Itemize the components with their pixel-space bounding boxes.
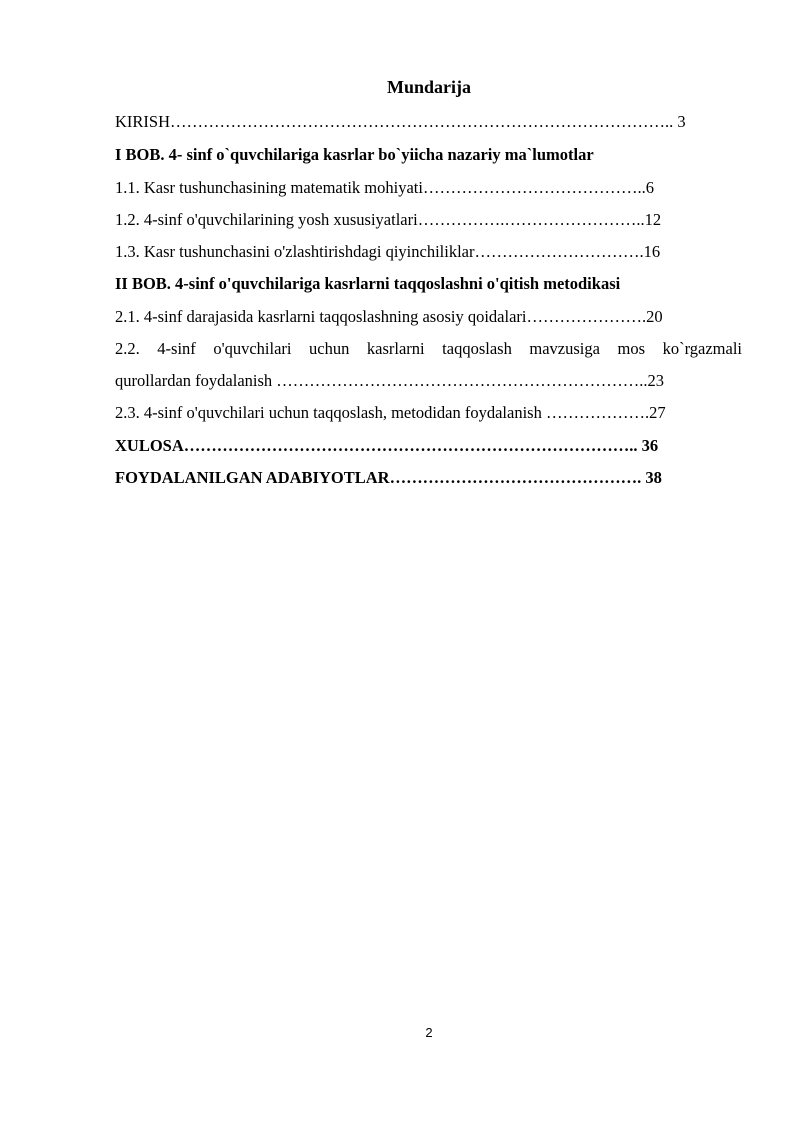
- toc-chapter-2: II BOB. 4-sinf o'quvchilariga kasrlarni taqqoslashni o'qitish metodikasi: [115, 274, 621, 293]
- page-number: 2: [425, 1025, 433, 1040]
- toc-entry-2-2-line-2: qurollardan foydalanish …………………………………………………………..23: [115, 371, 665, 390]
- toc-entry-2-3: 2.3. 4-sinf o'quvchilari uchun taqqoslash, metodidan foydalanish ……………….27: [115, 403, 666, 422]
- toc-entry-1-2: 1.2. 4-sinf o'quvchilarining yosh xususiyatlari…………….……………………..12: [115, 210, 662, 229]
- toc-entry-1-3: 1.3. Kasr tushunchasini o'zlashtirishdagi qiyinchiliklar………………………….16: [115, 242, 661, 261]
- toc-entry-xulosa: XULOSA……………………………………………………………………….. 36: [115, 436, 659, 455]
- toc-entry-2-1: 2.1. 4-sinf darajasida kasrlarni taqqoslashning asosiy qoidalari………………….20: [115, 307, 663, 326]
- toc-entry-1-1: 1.1. Kasr tushunchasining matematik mohiyati…………………………………..6: [115, 178, 654, 197]
- toc-entry-kirish: KIRISH……………………………………………………………………………….. 3: [115, 112, 686, 131]
- page-title: Mundarija: [386, 77, 471, 97]
- toc-entry-2-2-line-1: 2.2. 4-sinf o'quvchilari uchun kasrlarni taqqoslash mavzusiga mos ko`rgazmali: [115, 339, 742, 358]
- toc-chapter-1: I BOB. 4- sinf o`quvchilariga kasrlar bo`yiicha nazariy ma`lumotlar: [115, 145, 594, 164]
- toc-entry-adabiyotlar: FOYDALANILGAN ADABIYOTLAR………………………………………. 38: [115, 468, 662, 487]
